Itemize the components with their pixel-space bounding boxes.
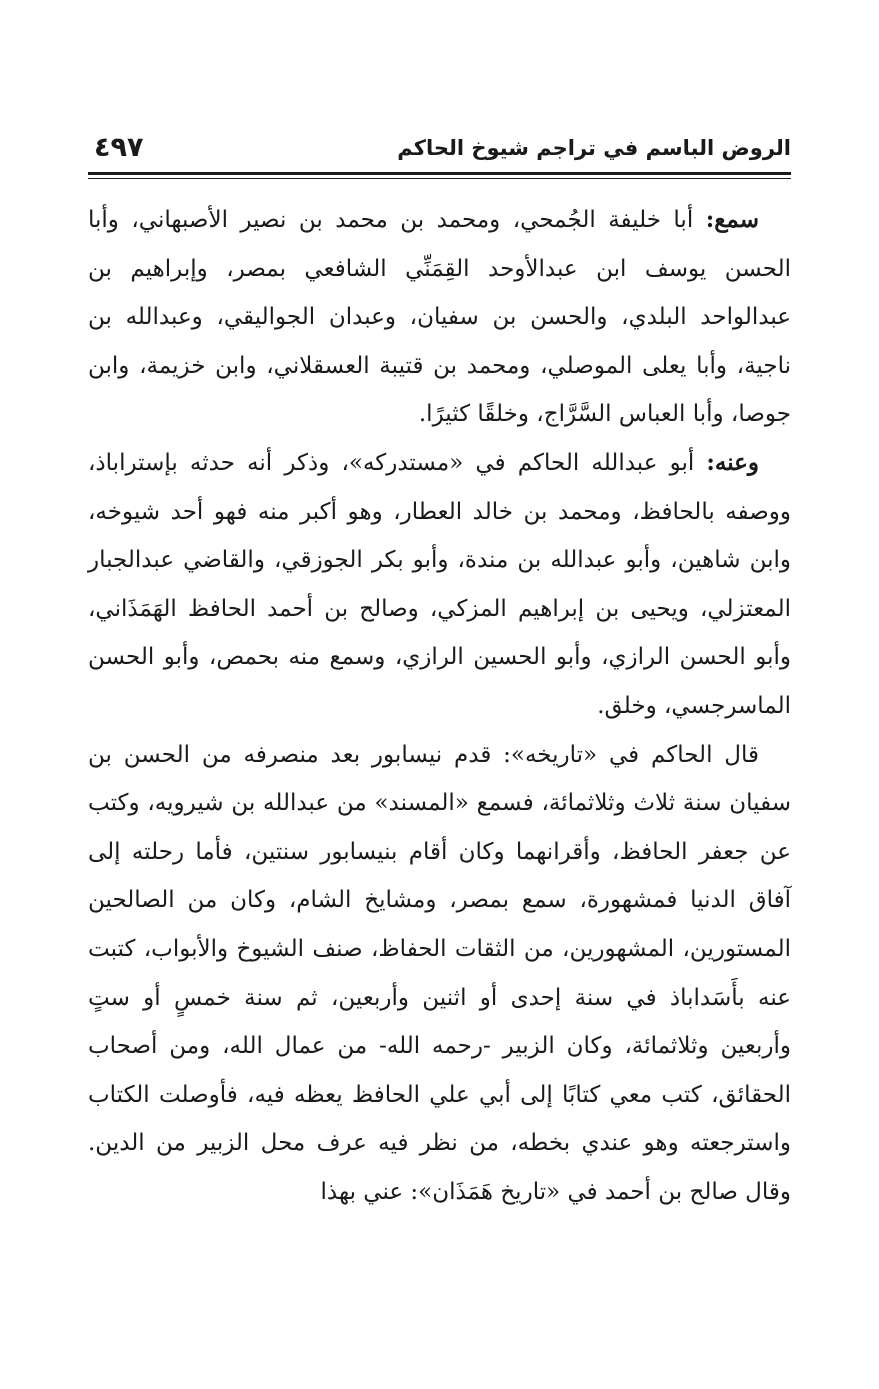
- body-text: [88, 196, 791, 1216]
- paragraph-text: أبا خليفة الجُمحي، ومحمد بن محمد بن نصير الأصبهاني، وأبا الحسن يوسف ابن عبدالأوحد القِمَنِّي الشافعي بمصر، وإبراهيم بن عبدالواحد البلدي، والحسن بن سفيان، وعبدان الجواليقي، وعبدالله بن ناجية، وأبا يعلى الموصلي، ومحمد بن قتيبة العسقلاني، وابن خزيمة، وابن جوصا، وأبا العباس السَّرَّاج، وخلقًا كثيرًا.: [88, 207, 791, 428]
- paragraph-teachers: [88, 196, 791, 439]
- running-title: الروض الباسم في تراجم شيوخ الحاكم: [397, 136, 791, 160]
- paragraph-students: [88, 439, 791, 731]
- paragraph-text: قال الحاكم في «تاريخه»: قدم نيسابور بعد منصرفه من الحسن بن سفيان سنة ثلاث وثلاثمائة، فسمع «المسند» من عبدالله بن شيرويه، وكتب عن جعفر الحافظ، وأقرانهما وكان أقام بنيسابور سنتين، فأما رحلته إلى آفاق الدنيا فمشهورة، سمع بمصر، ومشايخ الشام، وكان من الصالحين المستورين، المشهورين، من الثقات الحفاظ، صنف الشيوخ والأبواب، كتبت عنه بأَسَداباذ في سنة إحدى أو اثنين وأربعين، ثم سنة خمسٍ أو ستٍ وأربعين وثلاثمائة، وكان الزبير -رحمه الله- من عمال الله، ومن أصحاب الحقائق، كتب معي كتابًا إلى أبي علي الحافظ يعظه فيه، فأوصلت الكتاب واسترجعته وهو عندي بخطه، من نظر فيه عرف محل الزبير من الدين. وقال صالح بن أحمد في «تاريخ هَمَذَان»: عني بهذا: [88, 741, 791, 1205]
- page-number: ٤٩٧: [94, 132, 144, 163]
- paragraph-text: أبو عبدالله الحاكم في «مستدركه»، وذكر أنه حدثه بإستراباذ، ووصفه بالحافظ، ومحمد بن خالد العطار، وهو أكبر منه فهو أحد شيوخه، وابن شاهين، وأبو عبدالله بن مندة، وأبو بكر الجوزقي، والقاضي عبدالجبار المعتزلي، ويحيى بن إبراهيم المزكي، وصالح بن أحمد الحافظ الهَمَذَاني، وأبو الحسن الرازي، وأبو الحسين الرازي، وسمع منه بحمص، وأبو الحسن الماسرجسي، وخلق.: [88, 449, 791, 719]
- header-rule-thin: [88, 178, 791, 179]
- paragraph-biography: [88, 731, 791, 1217]
- paragraph-lead: وعنه:: [706, 448, 759, 476]
- paragraph-lead: سمع:: [705, 206, 760, 233]
- page-header: [88, 118, 791, 170]
- header-rule-thick: [88, 172, 791, 175]
